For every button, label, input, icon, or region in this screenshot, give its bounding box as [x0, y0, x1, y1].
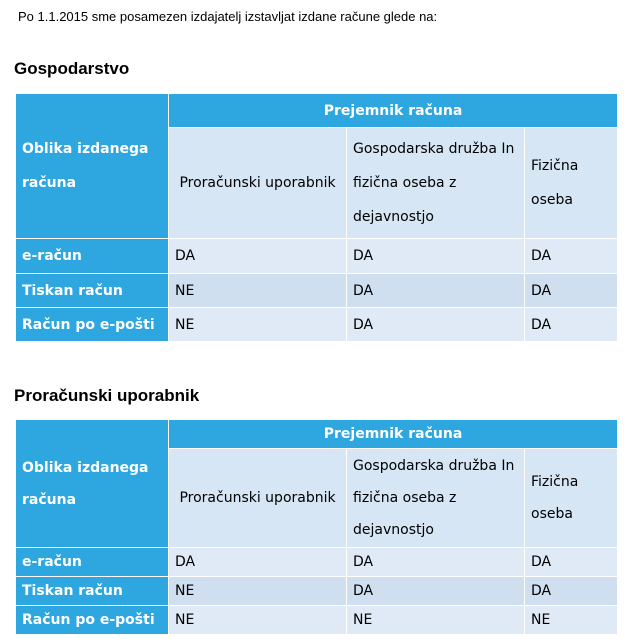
table-cell: NE — [169, 606, 346, 634]
table-cell: DA — [525, 274, 617, 307]
table-cell: DA — [347, 239, 524, 273]
row-label: Račun po e-pošti — [16, 606, 168, 634]
column-header: Proračunski uporabnik — [169, 449, 346, 547]
table-cell: DA — [525, 239, 617, 273]
table-cell: DA — [525, 548, 617, 576]
column-header: Gospodarska družba In fizična oseba z dejavnostjo — [347, 128, 524, 238]
table-row — [16, 274, 617, 307]
table-cell: DA — [347, 577, 524, 605]
intro-text: Po 1.1.2015 sme posamezen izdajatelj izstavljat izdane račune glede na: — [18, 9, 438, 24]
table-cell: NE — [169, 577, 346, 605]
table-cell: NE — [525, 606, 617, 634]
table-cell: NE — [347, 606, 524, 634]
invoice-table-gospodarstvo — [15, 93, 618, 342]
table-row — [16, 308, 617, 341]
table-row — [16, 239, 617, 273]
section-title-gospodarstvo: Gospodarstvo — [14, 59, 130, 78]
corner-header: Oblika izdanega računa — [16, 94, 168, 238]
group-header: Prejemnik računa — [169, 420, 617, 448]
table-row — [16, 548, 617, 576]
column-header: Gospodarska družba In fizična oseba z dejavnostjo — [347, 449, 524, 547]
column-header: Fizična oseba — [525, 449, 617, 547]
table-row — [16, 606, 617, 634]
column-header: Proračunski uporabnik — [169, 128, 346, 238]
table-cell: DA — [525, 308, 617, 341]
table-cell: DA — [169, 548, 346, 576]
table-cell: DA — [347, 308, 524, 341]
section-title-proracunski-uporabnik: Proračunski uporabnik — [14, 386, 200, 405]
row-label: e-račun — [16, 239, 168, 273]
table-cell: DA — [347, 274, 524, 307]
row-label: Račun po e-pošti — [16, 308, 168, 341]
row-label: Tiskan račun — [16, 577, 168, 605]
row-label: e-račun — [16, 548, 168, 576]
corner-header: Oblika izdanega računa — [16, 420, 168, 547]
table-cell: DA — [525, 577, 617, 605]
invoice-table-proracunski-uporabnik — [15, 419, 618, 635]
table-cell: NE — [169, 274, 346, 307]
table-cell: NE — [169, 308, 346, 341]
group-header: Prejemnik računa — [169, 94, 617, 127]
row-label: Tiskan račun — [16, 274, 168, 307]
table-cell: DA — [347, 548, 524, 576]
column-header: Fizična oseba — [525, 128, 617, 238]
table-cell: DA — [169, 239, 346, 273]
table-row — [16, 577, 617, 605]
